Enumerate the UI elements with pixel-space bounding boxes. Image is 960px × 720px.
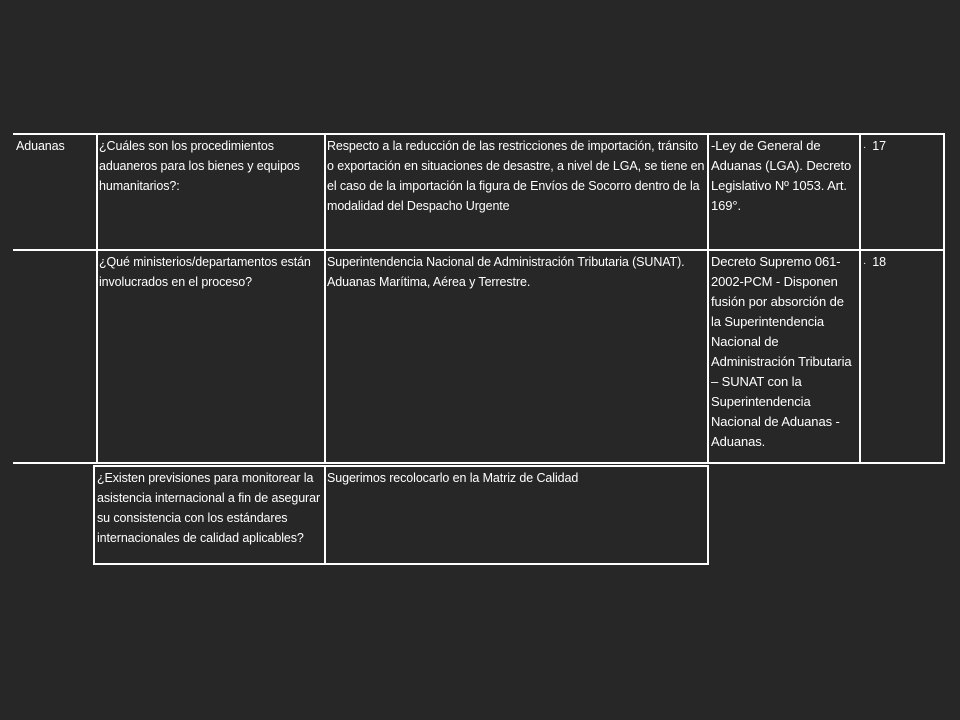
table-border-right bbox=[943, 133, 945, 464]
row2-category bbox=[14, 251, 96, 253]
col-divider-4 bbox=[859, 133, 861, 464]
row3-border-bottom bbox=[93, 563, 709, 565]
row3-answer: Sugerimos recolocarlo en la Matriz de Calidad bbox=[327, 471, 579, 485]
bullet-icon: · bbox=[863, 258, 867, 269]
row1-answer: Respecto a la reducción de las restricciones de importación, tránsito o exportación en situaciones de desastre, a nivel de LGA, se tiene en el caso de la importación la figura de Envíos de Socorro dentro de la modalidad del Despacho Urgente bbox=[327, 139, 705, 213]
row1-reference: -Ley de General de Aduanas (LGA). Decreto Legislativo Nº 1053. Art. 169°. bbox=[711, 138, 852, 213]
row1-number bbox=[861, 135, 943, 159]
row3-question: ¿Existen previsiones para monitorear la asistencia internacional a fin de asegurar su consistencia con los estándares internacionales de calidad aplicables? bbox=[97, 471, 321, 545]
row-divider-2 bbox=[13, 462, 945, 464]
row1-question: ¿Cuáles son los procedimientos aduaneros para los bienes y equipos humanitarios?: bbox=[99, 139, 300, 193]
col-divider-3-row3 bbox=[707, 465, 709, 565]
row1-number-value: 17 bbox=[872, 139, 886, 153]
row1-category: Aduanas bbox=[16, 139, 65, 153]
row2-number bbox=[861, 251, 943, 275]
row2-question: ¿Qué ministerios/departamentos están involucrados en el proceso? bbox=[99, 255, 311, 289]
row2-reference: Decreto Supremo 061-2002-PCM - Disponen fusión por absorción de la Superintendencia Nacional de Administración Tributaria – SUNAT con la Superintendencia Nacional de Aduanas - Aduanas. bbox=[711, 254, 852, 449]
row2-answer: Superintendencia Nacional de Administración Tributaria (SUNAT). Aduanas Marítima, Aérea y Terrestre. bbox=[327, 255, 685, 289]
row2-number-value: 18 bbox=[872, 255, 886, 269]
bullet-icon: · bbox=[863, 142, 867, 153]
